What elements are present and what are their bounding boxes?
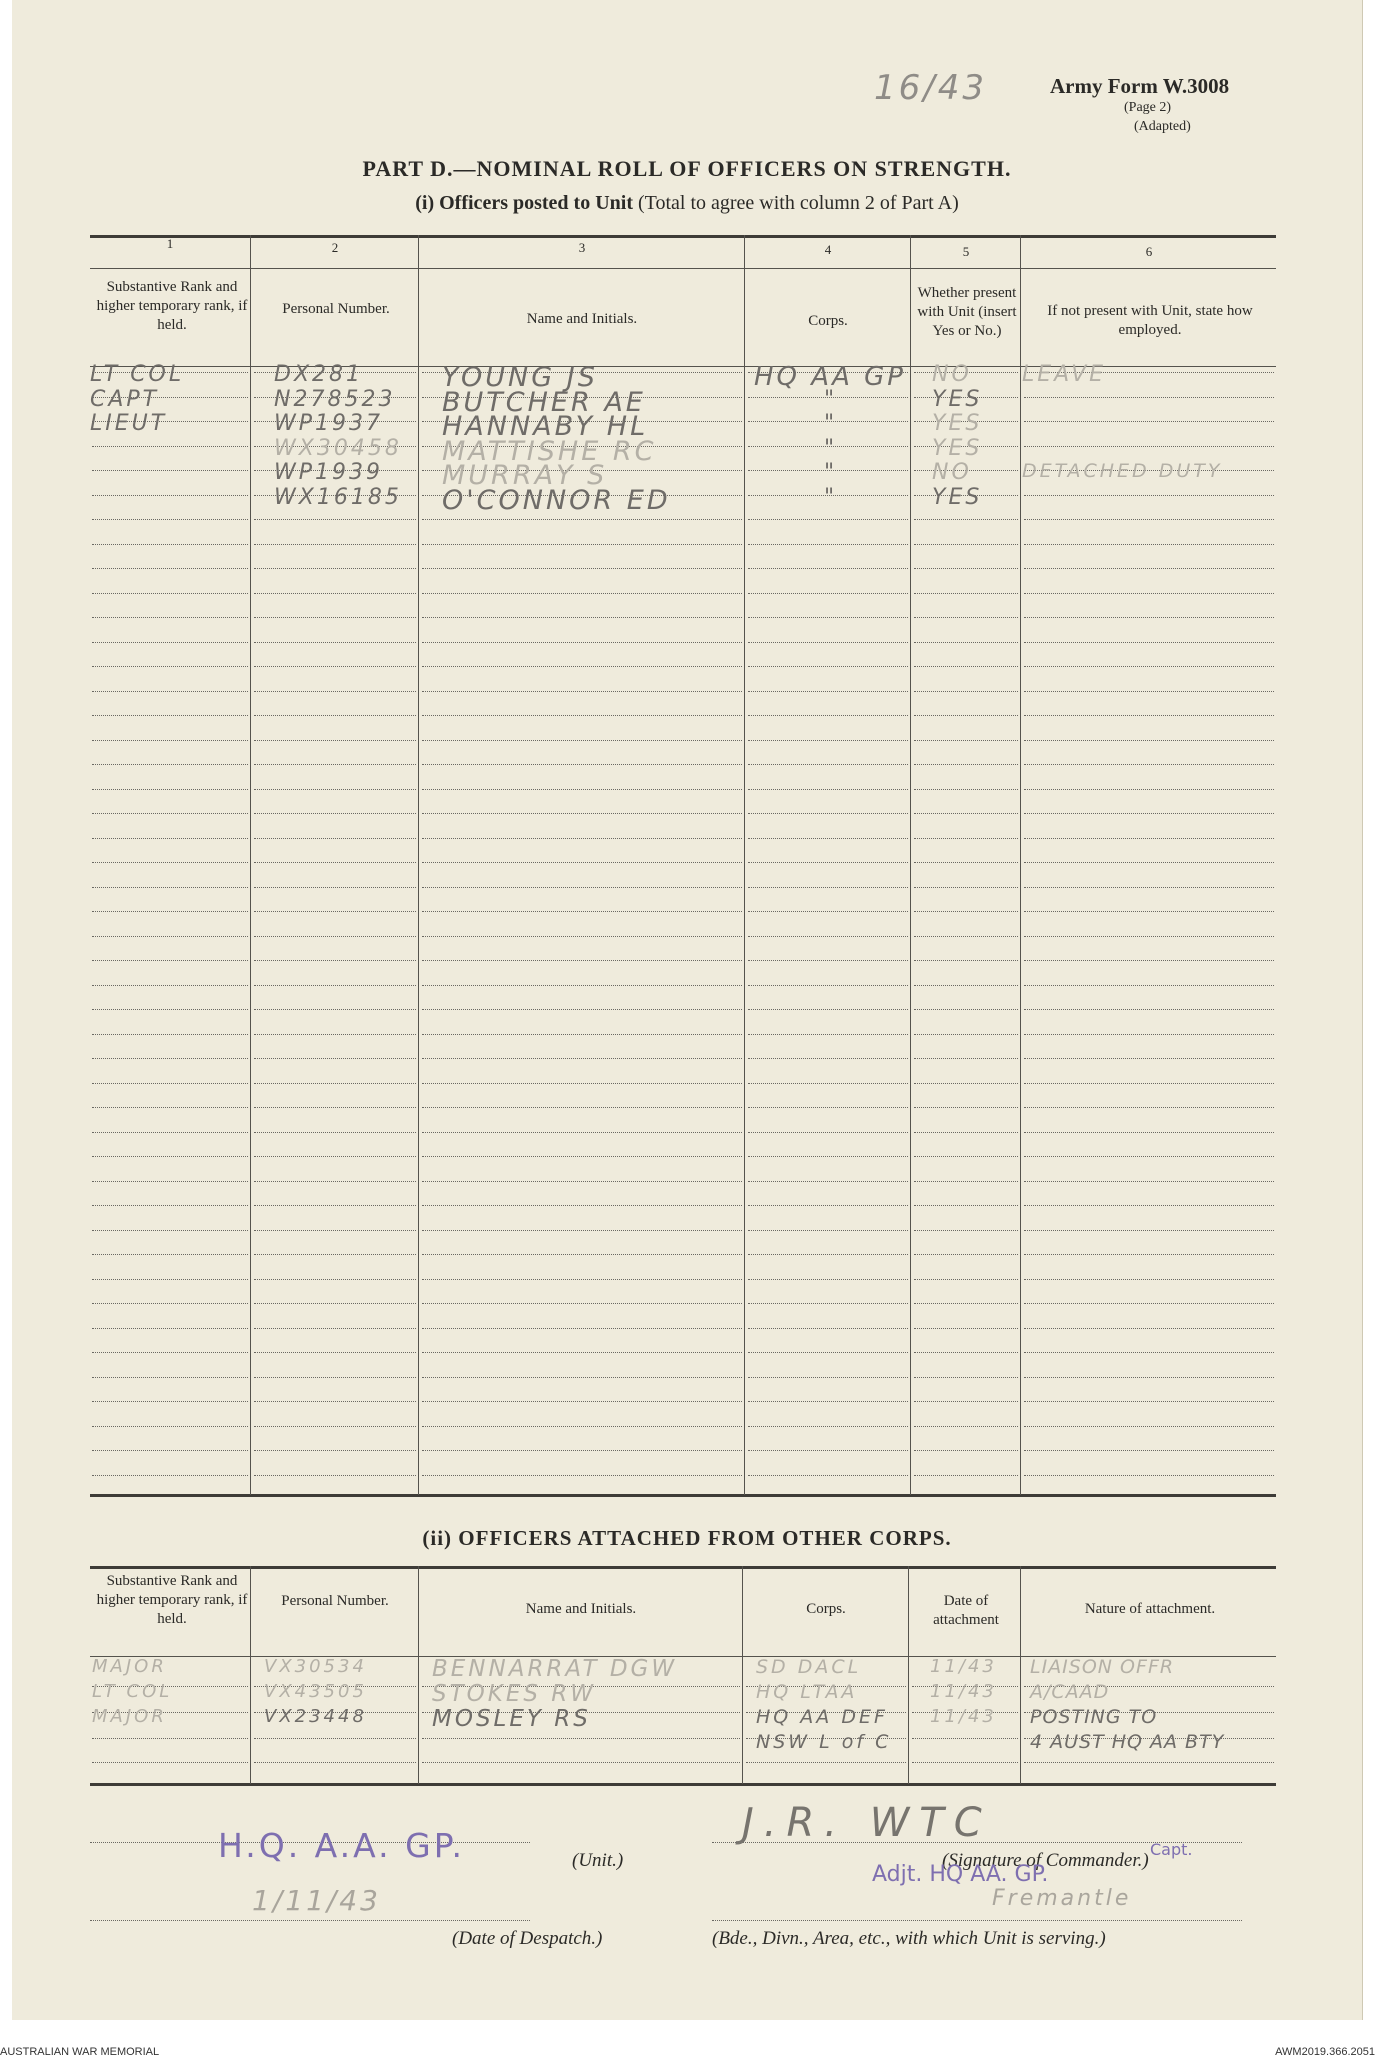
row-2-rank: CAPT xyxy=(90,387,160,412)
adjt-stamp: Adjt. HQ AA. GP. xyxy=(872,1862,1049,1887)
row-2-present: YES xyxy=(932,387,983,412)
section-i-title xyxy=(12,192,1362,215)
attached-row-3-date: 11/43 xyxy=(930,1706,997,1727)
table-ii-divider-4 xyxy=(908,1566,909,1784)
footer-left: AUSTRALIAN WAR MEMORIAL xyxy=(0,2046,160,2058)
row-5-employed: DETACHED DUTY xyxy=(1022,460,1223,482)
row-3-corps: " xyxy=(824,411,838,436)
unit-stamp: H.Q. A.A. GP. xyxy=(218,1826,465,1865)
signature-label: (Signature of Commander.) xyxy=(942,1850,1149,1871)
header-personal-number: Personal Number. xyxy=(282,301,390,317)
attached-row-1-rank: MAJOR xyxy=(92,1656,167,1677)
row-6-present: YES xyxy=(932,485,983,510)
table-i-divider-4 xyxy=(910,235,911,1495)
table-i-number-rule xyxy=(90,268,1276,269)
form-page: (Page 2) xyxy=(1124,100,1172,115)
attached-row-3-rank: MAJOR xyxy=(92,1706,167,1727)
col-number-2: 2 xyxy=(331,240,339,255)
form-adapted: (Adapted) xyxy=(1134,119,1191,134)
table-i-divider-2 xyxy=(418,235,419,1495)
ii-header-nature: Nature of attachment. xyxy=(1084,1601,1216,1617)
footer-right: AWM2019.366.2051 xyxy=(1275,2046,1375,2058)
table-i-divider-3 xyxy=(744,235,745,1495)
row-5-corps: " xyxy=(824,460,838,485)
attached-row-3-corps: HQ AA DEF xyxy=(756,1706,888,1728)
table-ii-bottom-rule xyxy=(90,1783,1276,1786)
row-5-present: NO xyxy=(932,460,972,485)
ii-header-rank: Substantive Rank and higher temporary rank, if held. xyxy=(96,1573,248,1627)
table-i-bottom-rule xyxy=(90,1494,1276,1497)
row-3-number: WP1937 xyxy=(274,411,384,436)
row-6-name: O'CONNOR ED xyxy=(442,485,671,516)
row-1-name: YOUNG JS xyxy=(442,362,598,393)
table-ii-top-rule xyxy=(90,1566,1276,1569)
ii-header-personal-number: Personal Number. xyxy=(281,1593,389,1609)
col-number-6: 6 xyxy=(1145,244,1153,259)
attached-row-3-number: VX23448 xyxy=(264,1706,367,1727)
attached-row-4-corps: NSW L of C xyxy=(756,1731,892,1753)
row-3-name: HANNABY HL xyxy=(442,411,649,442)
capt-suffix: Capt. xyxy=(1150,1840,1193,1859)
unit-label: (Unit.) xyxy=(572,1850,624,1871)
row-2-name: BUTCHER AE xyxy=(442,387,646,418)
reference-number: 16/43 xyxy=(874,68,987,108)
ii-header-date: Date of attachment xyxy=(933,1593,999,1628)
attached-row-2-corps: HQ LTAA xyxy=(756,1681,858,1703)
row-3-rank: LIEUT xyxy=(90,411,168,436)
header-rank: Substantive Rank and higher temporary rank, if held. xyxy=(96,279,248,333)
table-ii-divider-3 xyxy=(742,1566,743,1784)
table-i-divider-1 xyxy=(250,235,251,1495)
attached-row-1-corps: SD DACL xyxy=(756,1656,862,1678)
area-label: (Bde., Divn., Area, etc., with which Unit is serving.) xyxy=(712,1928,1106,1949)
row-4-corps: " xyxy=(824,436,838,461)
part-d-title: PART D.—NOMINAL ROLL OF OFFICERS ON STRENGTH. xyxy=(362,156,1012,181)
attached-row-2-number: VX43505 xyxy=(264,1681,367,1702)
form-number: Army Form W.3008 xyxy=(1050,74,1230,98)
signature-scrawl: J.R. WTC xyxy=(742,1800,992,1846)
row-1-number: DX281 xyxy=(274,362,364,387)
header-name: Name and Initials. xyxy=(526,311,638,327)
attached-row-3-nature: POSTING TO xyxy=(1030,1706,1158,1728)
row-6-number: WX16185 xyxy=(274,485,402,510)
ii-header-corps: Corps. xyxy=(806,1601,846,1617)
area-handwritten: Fremantle xyxy=(992,1886,1132,1911)
section-i-bold: (i) Officers posted to Unit xyxy=(415,192,633,214)
header-employed: If not present with Unit, state how employed. xyxy=(1047,303,1253,338)
attached-row-4-nature: 4 AUST HQ AA BTY xyxy=(1030,1731,1225,1753)
row-1-corps: HQ AA GP xyxy=(754,362,906,392)
attached-row-2-rank: LT COL xyxy=(92,1681,173,1702)
row-1-employed: LEAVE xyxy=(1022,362,1107,387)
attached-row-2-name: STOKES RW xyxy=(432,1681,597,1707)
col-number-4: 4 xyxy=(824,242,832,257)
attached-row-1-nature: LIAISON OFFR xyxy=(1030,1656,1175,1678)
date-label: (Date of Despatch.) xyxy=(452,1928,603,1949)
table-i-divider-5 xyxy=(1020,235,1021,1495)
header-corps: Corps. xyxy=(808,313,848,329)
attached-row-3-name: MOSLEY RS xyxy=(432,1706,591,1732)
row-1-present: NO xyxy=(932,362,972,387)
attached-row-2-nature: A/CAAD xyxy=(1030,1681,1110,1703)
form-paper xyxy=(12,0,1363,2020)
table-ii-divider-2 xyxy=(418,1566,419,1784)
attached-row-1-date: 11/43 xyxy=(930,1656,997,1677)
header-present: Whether present with Unit (insert Yes or No.) xyxy=(917,285,1017,339)
attached-row-1-number: VX30534 xyxy=(264,1656,367,1677)
row-4-present: YES xyxy=(932,436,983,461)
ii-header-name: Name and Initials. xyxy=(525,1601,637,1617)
col-number-1: 1 xyxy=(166,236,174,251)
row-5-number: WP1939 xyxy=(274,460,384,485)
table-ii-divider-5 xyxy=(1020,1566,1021,1784)
row-4-name: MATTISHE RC xyxy=(442,436,657,467)
section-ii-title: (ii) OFFICERS ATTACHED FROM OTHER CORPS. xyxy=(422,1526,952,1550)
row-2-number: N278523 xyxy=(274,387,396,412)
despatch-date: 1/11/43 xyxy=(252,1884,381,1917)
area-line xyxy=(712,1920,1242,1921)
col-number-3: 3 xyxy=(578,240,586,255)
section-i-rest: (Total to agree with column 2 of Part A) xyxy=(637,192,959,214)
attached-row-2-date: 11/43 xyxy=(930,1681,997,1702)
row-1-rank: LT COL xyxy=(90,362,185,387)
row-3-present: YES xyxy=(932,411,983,436)
row-5-name: MURRAY S xyxy=(442,460,608,491)
row-2-corps: " xyxy=(824,387,838,412)
row-6-corps: " xyxy=(824,485,838,510)
table-i-top-rule xyxy=(90,235,1276,238)
attached-row-1-name: BENNARRAT DGW xyxy=(432,1656,678,1682)
row-4-number: WX30458 xyxy=(274,436,402,461)
date-line xyxy=(90,1920,530,1921)
col-number-5: 5 xyxy=(962,244,970,259)
